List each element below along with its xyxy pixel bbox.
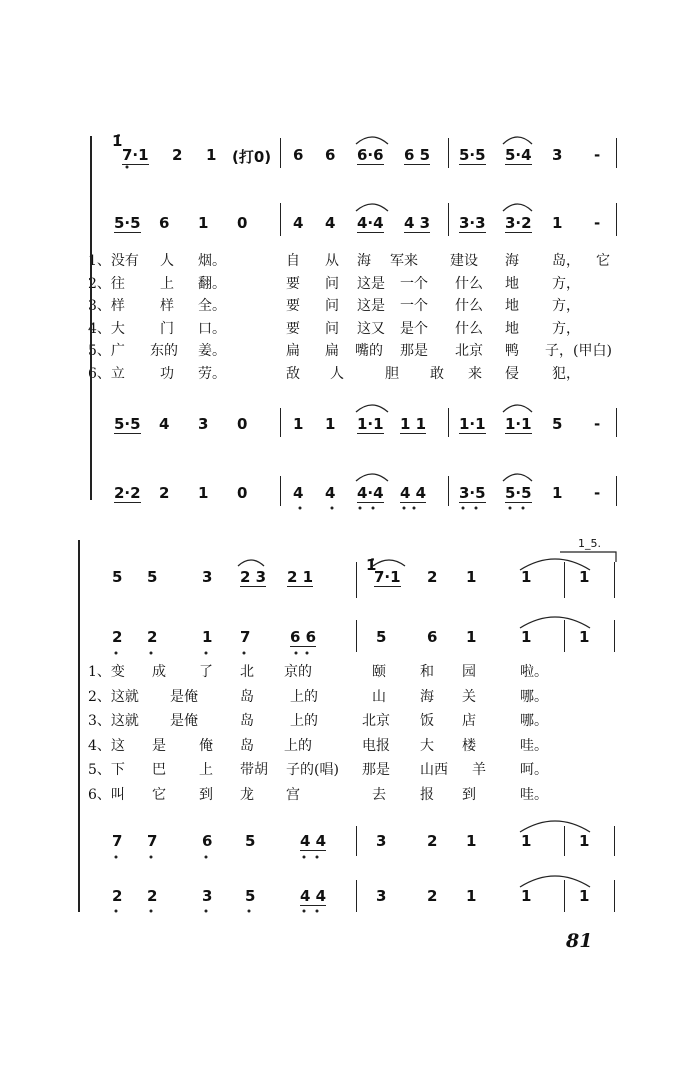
octave-dot — [359, 507, 362, 510]
note: 4·4 — [357, 484, 384, 502]
note: 6 — [293, 146, 304, 164]
lyric: 岛， — [552, 253, 580, 269]
lyric: 2、往 — [88, 275, 125, 292]
note: 5·5 — [459, 146, 486, 164]
slur — [238, 560, 264, 566]
note: 3 — [202, 887, 213, 905]
slur — [503, 474, 532, 481]
lyric: 饭 — [420, 713, 434, 729]
lyric: 哇。 — [520, 737, 548, 754]
octave-dot — [509, 507, 512, 510]
lyric: 京的 — [284, 664, 312, 680]
lyric: 4、大 — [88, 320, 125, 337]
note: 3·3 — [459, 214, 486, 232]
note: 5 — [112, 568, 123, 586]
note: 5 — [147, 568, 158, 586]
note: 5 — [552, 415, 563, 433]
note: 2 3 — [240, 568, 267, 586]
octave-dot — [115, 910, 118, 913]
note: 4 — [159, 415, 170, 433]
lyric: 这是 — [357, 275, 385, 292]
lyric: 哇。 — [520, 786, 548, 803]
lyric: 上的 — [290, 688, 318, 705]
lyric: 大 — [420, 737, 434, 754]
lyric: 成 — [152, 664, 166, 680]
octave-dot — [331, 507, 334, 510]
lyric: 鸭 — [505, 343, 519, 359]
note: 1 1 — [400, 415, 427, 433]
lyric: 胆 — [385, 365, 399, 382]
lyric: 问 — [325, 320, 339, 337]
lyric: 报 — [420, 786, 434, 803]
lyric: 山西 — [420, 762, 448, 778]
lyric: 3、这就 — [88, 713, 139, 729]
lyric: 什么 — [455, 320, 483, 337]
note: 6 — [427, 628, 438, 646]
lyric: 自 — [286, 253, 300, 269]
lyric: 哪。 — [520, 713, 548, 729]
note: 1 — [293, 415, 304, 433]
note: 4 — [293, 214, 304, 232]
note: 4·4 — [357, 214, 384, 232]
lyric: 上的 — [290, 713, 318, 729]
note: 6 — [202, 832, 213, 850]
note: 2 1 — [287, 568, 314, 586]
note: 1 — [521, 568, 532, 586]
note: 1 — [466, 568, 477, 586]
note: 6 — [159, 214, 170, 232]
note: 1 — [579, 628, 590, 646]
lyric: 功 — [160, 365, 174, 382]
note: 2 — [427, 832, 438, 850]
octave-dot — [115, 652, 118, 655]
lyric: 海 — [420, 688, 434, 705]
slur — [356, 204, 388, 211]
lyric: 子，(甲白) — [545, 343, 612, 359]
note: 1̇ — [366, 556, 377, 574]
note: 1 — [579, 887, 590, 905]
note: 3 — [202, 568, 213, 586]
slur — [373, 560, 405, 566]
octave-dot — [126, 166, 129, 169]
octave-dot — [205, 856, 208, 859]
slur — [356, 474, 388, 481]
lyric: 到 — [199, 786, 213, 803]
octave-dot — [413, 507, 416, 510]
lyric: 上 — [160, 275, 174, 292]
octave-dot — [316, 910, 319, 913]
lyric: 扁 — [286, 343, 300, 359]
lyric: 敌 — [286, 365, 300, 382]
lyric: 俺 — [199, 737, 213, 754]
lyric: 电报 — [362, 737, 390, 754]
note: 5·5 — [114, 214, 141, 232]
note: 0 — [237, 415, 248, 433]
octave-dot — [475, 507, 478, 510]
lyric: 关 — [462, 688, 476, 705]
lyric: 地 — [505, 275, 519, 292]
lyric: 和 — [420, 664, 434, 680]
note: 4 — [325, 214, 336, 232]
lyric: 是个 — [400, 320, 428, 337]
note: 1·1 — [357, 415, 384, 433]
note: 2 — [159, 484, 170, 502]
note: 1 — [552, 214, 563, 232]
lyric: 那是 — [362, 762, 390, 778]
lyric: 建设 — [450, 253, 478, 269]
note: 0 — [237, 214, 248, 232]
lyric: 人 — [330, 365, 344, 382]
lyric: 方， — [552, 275, 580, 292]
lyric: 什么 — [455, 298, 483, 314]
lyric: 东的 — [150, 343, 178, 359]
lyric: 哪。 — [520, 688, 548, 705]
note: 3 — [198, 415, 209, 433]
lyric: 嘴的 — [355, 343, 383, 359]
lyric: 上 — [199, 762, 213, 778]
note: 0 — [237, 484, 248, 502]
ending-label: 1_5. — [578, 537, 601, 550]
octave-dot — [248, 910, 251, 913]
note: 1 — [521, 628, 532, 646]
lyric: 店 — [462, 713, 476, 729]
note: 4 4 — [300, 832, 327, 850]
note: 1 — [202, 628, 213, 646]
lyric: 岛 — [240, 688, 254, 705]
lyric: 北京 — [455, 343, 483, 359]
note: 1 — [521, 832, 532, 850]
lyric: 一个 — [400, 298, 428, 314]
octave-dot — [205, 652, 208, 655]
note: 2 — [147, 887, 158, 905]
lyric: 问 — [325, 298, 339, 314]
note: - — [594, 214, 601, 232]
note: 5·5 — [114, 415, 141, 433]
note: 2 — [427, 568, 438, 586]
note: 1 — [579, 568, 590, 586]
lyric: 是俺 — [170, 713, 198, 729]
tie — [520, 876, 590, 887]
lyric: 它 — [152, 786, 166, 803]
lyric: 一个 — [400, 275, 428, 292]
lyric: 子的(唱) — [286, 762, 339, 778]
tie — [520, 559, 590, 570]
slur — [503, 405, 532, 412]
octave-dot — [295, 652, 298, 655]
note: 6 — [325, 146, 336, 164]
lyric: 从 — [325, 253, 339, 269]
note: 4 4 — [300, 887, 327, 905]
octave-dot — [316, 856, 319, 859]
lyric: 方， — [552, 298, 580, 314]
lyric: 5、下 — [88, 762, 125, 778]
lyric: 宫 — [286, 786, 300, 803]
lyric: 那是 — [400, 343, 428, 359]
lyric: 敢 — [430, 365, 444, 382]
lyric: 4、这 — [88, 737, 125, 754]
note: 2 — [147, 628, 158, 646]
note: 2 — [172, 146, 183, 164]
note: 3 — [376, 832, 387, 850]
tie — [520, 821, 590, 832]
note: 2 — [112, 628, 123, 646]
lyric: 园 — [462, 664, 476, 680]
lyric: 楼 — [462, 737, 476, 754]
note: 7 — [147, 832, 158, 850]
lyric: 带胡 — [240, 762, 268, 778]
note: 1·1 — [505, 415, 532, 433]
note: - — [594, 146, 601, 164]
lyric: 方， — [552, 320, 580, 337]
lyric: 海 — [505, 253, 519, 269]
note: 4 3 — [404, 214, 431, 232]
octave-dot — [522, 507, 525, 510]
lyric: 3、样 — [88, 298, 125, 314]
lyric: 6、立 — [88, 365, 125, 382]
lyric: 要 — [286, 320, 300, 337]
note: 1 — [466, 887, 477, 905]
note: 1 — [325, 415, 336, 433]
lyric: 样 — [160, 298, 174, 314]
lyric: 扁 — [325, 343, 339, 359]
lyric: 地 — [505, 298, 519, 314]
note: 7 — [240, 628, 251, 646]
lyric: 北京 — [362, 713, 390, 729]
lyric: 来 — [468, 365, 482, 382]
note: 2 — [427, 887, 438, 905]
note: 1 — [579, 832, 590, 850]
note: 7·1 — [122, 146, 149, 164]
lyric: 是俺 — [170, 688, 198, 705]
slur — [503, 204, 532, 211]
lyric: 1、没有 — [88, 253, 139, 269]
lyric: 了 — [199, 664, 213, 680]
lyric: 地 — [505, 320, 519, 337]
octave-dot — [115, 856, 118, 859]
octave-dot — [299, 507, 302, 510]
lyric: 这是 — [357, 298, 385, 314]
note: 3·2 — [505, 214, 532, 232]
lyric: 山 — [372, 688, 386, 705]
octave-dot — [462, 507, 465, 510]
note: 1·1 — [459, 415, 486, 433]
lyric: 到 — [462, 786, 476, 803]
note: 3 — [552, 146, 563, 164]
note: 1 — [206, 146, 217, 164]
lyric: 颐 — [372, 664, 386, 680]
lyric: 岛 — [240, 713, 254, 729]
note: 4 — [325, 484, 336, 502]
note: 4 4 — [400, 484, 427, 502]
note: 5 — [245, 887, 256, 905]
note: 2 — [112, 887, 123, 905]
note: 3·5 — [459, 484, 486, 502]
lyric: 门 — [160, 320, 174, 337]
note: 6 6 — [290, 628, 317, 646]
lyric: 姜。 — [198, 343, 226, 359]
note: (打0) — [232, 148, 272, 166]
slur — [356, 137, 388, 144]
lyric: 海 — [357, 253, 371, 269]
lyric: 北 — [240, 664, 254, 680]
lyric: 呵。 — [520, 762, 548, 778]
octave-dot — [150, 856, 153, 859]
lyric: 去 — [372, 786, 386, 803]
octave-dot — [306, 652, 309, 655]
octave-dot — [150, 652, 153, 655]
note: 1 — [466, 628, 477, 646]
note: 1 — [198, 484, 209, 502]
lyric: 它 — [596, 253, 610, 269]
slur — [503, 137, 532, 144]
lyric: 啦。 — [520, 664, 548, 680]
lyric: 要 — [286, 298, 300, 314]
lyric: 要 — [286, 275, 300, 292]
octave-dot — [243, 652, 246, 655]
note: 1̇ — [112, 132, 123, 150]
note: 1 — [198, 214, 209, 232]
note: - — [594, 484, 601, 502]
lyric: 翻。 — [198, 275, 226, 292]
lyric: 口。 — [198, 320, 226, 337]
octave-dot — [403, 507, 406, 510]
lyric: 劳。 — [198, 365, 226, 382]
note: 5 — [376, 628, 387, 646]
note: 2·2 — [114, 484, 141, 502]
lyric: 这又 — [357, 320, 385, 337]
note: 4 — [293, 484, 304, 502]
lyric: 侵 — [505, 365, 519, 382]
lyric: 犯， — [552, 365, 580, 382]
lyric: 什么 — [455, 275, 483, 292]
lyric: 巴 — [152, 762, 166, 778]
lyric: 烟。 — [198, 253, 226, 269]
lyric: 羊 — [472, 762, 486, 778]
note: 3 — [376, 887, 387, 905]
note: - — [594, 415, 601, 433]
lyric: 人 — [160, 253, 174, 269]
note: 5 — [245, 832, 256, 850]
octave-dot — [303, 856, 306, 859]
note: 1 — [552, 484, 563, 502]
tie — [520, 617, 590, 628]
note: 5·5 — [505, 484, 532, 502]
page-number: 81 — [566, 930, 593, 952]
note: 1 — [466, 832, 477, 850]
octave-dot — [150, 910, 153, 913]
note: 6·6 — [357, 146, 384, 164]
note: 1 — [521, 887, 532, 905]
octave-dot — [303, 910, 306, 913]
note: 7·1 — [374, 568, 401, 586]
octave-dot — [372, 507, 375, 510]
lyric: 全。 — [198, 298, 226, 314]
note: 6 5 — [404, 146, 431, 164]
lyric: 5、广 — [88, 343, 125, 359]
lyric: 1、变 — [88, 664, 125, 680]
lyric: 龙 — [240, 786, 254, 803]
lyric: 是 — [152, 737, 166, 754]
lyric: 问 — [325, 275, 339, 292]
note: 5·4 — [505, 146, 532, 164]
lyric: 6、叫 — [88, 786, 125, 803]
note: 7 — [112, 832, 123, 850]
lyric: 军来 — [390, 253, 418, 269]
octave-dot — [205, 910, 208, 913]
lyric: 2、这就 — [88, 688, 139, 705]
lyric: 岛 — [240, 737, 254, 754]
lyric: 上的 — [284, 737, 312, 754]
slur — [356, 405, 388, 412]
